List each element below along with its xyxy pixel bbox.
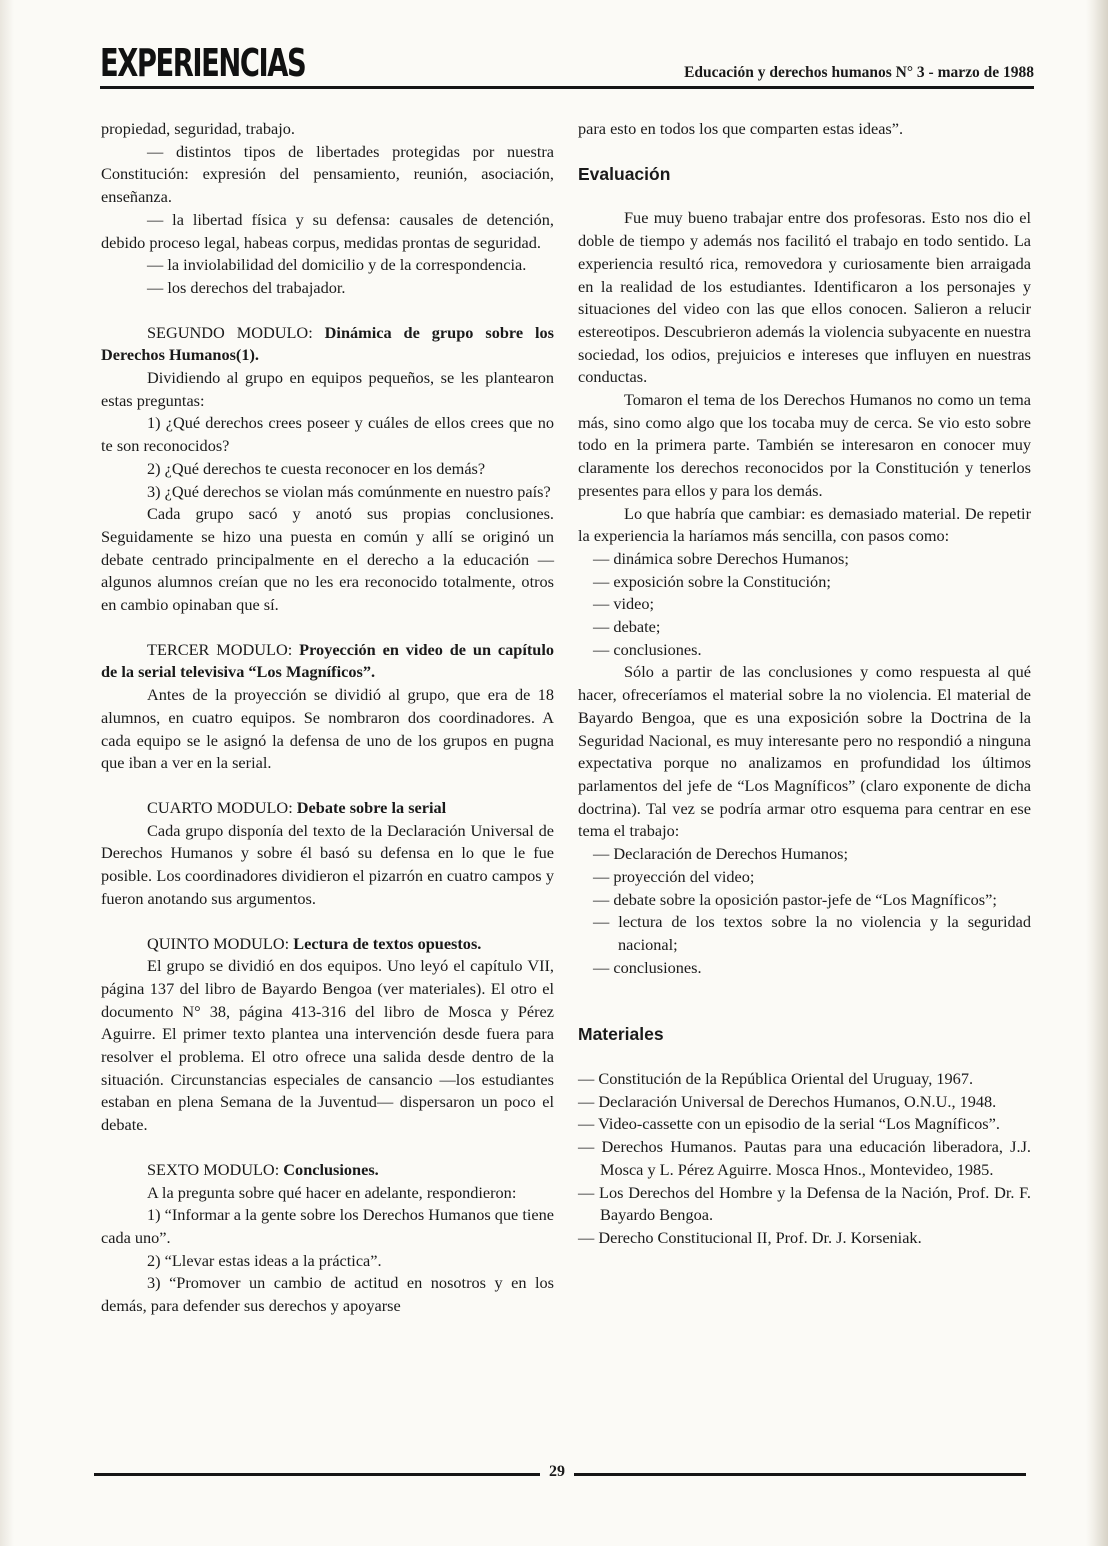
answer: 2) “Llevar estas ideas a la práctica”. bbox=[147, 1250, 382, 1270]
paragraph: Fue muy bueno trabajar entre dos profesoras. Esto nos dio el doble de tiempo y además nos facilitó el trabajo en todo sentido. La experiencia resultó rica, removedora y curiosamente bien arraigada en la realidad de los estudiantes. Identificaron a los personajes y situaciones del video con las que ellos conocen. Salieron a relucir estereotipos. Descubrieron además la violencia subyacente en nuestra sociedad, los odios, prejuicios e intereses que influyen en nuestras conductas. bbox=[578, 208, 1031, 387]
list-item: — proyección del video; bbox=[593, 866, 755, 886]
page-edge-right bbox=[1086, 0, 1108, 1546]
answer: 1) “Informar a la gente sobre los Derechos Humanos que tiene cada uno”. bbox=[101, 1205, 554, 1247]
list-item: — Declaración de Derechos Humanos; bbox=[593, 844, 848, 864]
list-item: — video; bbox=[593, 594, 655, 614]
list-item: — conclusiones. bbox=[593, 957, 702, 977]
list-item: — exposición sobre la Constitución; bbox=[593, 571, 831, 591]
paragraph: para esto en todos los que comparten estas ideas”. bbox=[578, 119, 904, 138]
spacer bbox=[578, 979, 1031, 1001]
module-title: Debate sobre la serial bbox=[296, 797, 447, 817]
module-label: QUINTO MODULO: bbox=[147, 933, 294, 953]
spacer bbox=[578, 1001, 1031, 1023]
material-item: — Constitución de la República Oriental del Uruguay, 1967. bbox=[578, 1069, 974, 1089]
right-column bbox=[578, 118, 1031, 1250]
module-title: Conclusiones. bbox=[283, 1159, 379, 1179]
module-title: Dinámica de grupo sobre los Derechos Humanos(1). bbox=[101, 322, 554, 365]
material-item: — Derechos Humanos. Pautas para una educación liberadora, J.J. Mosca y L. Pérez Aguirre. Mosca Hnos., Montevideo, 1985. bbox=[578, 1137, 1031, 1179]
spacer bbox=[101, 617, 554, 639]
spacer bbox=[101, 1137, 554, 1159]
issue-line: Educación y derechos humanos N° 3 - marzo de 1988 bbox=[684, 64, 1034, 81]
module-title: Proyección en video de un capítulo de la serial televisiva “Los Magníficos”. bbox=[101, 639, 554, 682]
spacer bbox=[101, 911, 554, 933]
list-item: — conclusiones. bbox=[593, 639, 702, 659]
page-edge-left bbox=[0, 0, 14, 1546]
module-heading bbox=[101, 1159, 554, 1182]
material-item: — Los Derechos del Hombre y la Defensa de la Nación, Prof. Dr. F. Bayardo Bengoa. bbox=[578, 1182, 1031, 1225]
list-item: — debate sobre la oposición pastor-jefe de “Los Magníficos”; bbox=[593, 889, 997, 909]
paragraph: A la pregunta sobre qué hacer en adelante, respondieron: bbox=[147, 1182, 517, 1202]
module-label: SEXTO MODULO: bbox=[147, 1159, 284, 1179]
paragraph: Cada grupo sacó y anotó sus propias conclusiones. Seguidamente se hizo una puesta en común y allí se originó un debate centrado principalmente en el derecho a la educación —algunos alumnos creían que no les era reconocido totalmente, otros en cambio opinaban que sí. bbox=[101, 504, 554, 615]
module-heading bbox=[101, 322, 554, 367]
paragraph: Lo que habría que cambiar: es demasiado material. De repetir la experiencia la haríamos más sencilla, con pasos como: bbox=[578, 503, 1031, 546]
list-item: — debate; bbox=[593, 617, 661, 637]
module-label: TERCER MODULO: bbox=[147, 639, 300, 659]
question: 1) ¿Qué derechos crees poseer y cuáles de ellos crees que no te son reconocidos? bbox=[101, 413, 554, 456]
module-label: CUARTO MODULO: bbox=[147, 797, 297, 817]
section-title-materiales: Materiales bbox=[578, 1024, 664, 1045]
module-heading bbox=[101, 797, 554, 820]
page-number: 29 bbox=[549, 1463, 565, 1480]
paragraph: Tomaron el tema de los Derechos Humanos no como un tema más, sino como algo que los tocaba muy de cerca. Se vio esto sobre todo en la primera parte. También se interesaron en conocer muy claramente los derechos reconocidos por la Constitución y tenerlos presentes para ellos y para los demás. bbox=[578, 390, 1031, 500]
list-item: — lectura de los textos sobre la no violencia y la seguridad nacional; bbox=[593, 912, 1031, 954]
question: 2) ¿Qué derechos te cuesta reconocer en los demás? bbox=[147, 458, 486, 478]
module-heading bbox=[101, 639, 554, 684]
answer: 3) “Promover un cambio de actitud en nosotros y en los demás, para defender sus derechos y apoyarse bbox=[101, 1273, 554, 1316]
paragraph: Dividiendo al grupo en equipos pequeños, se les plantearon estas preguntas: bbox=[101, 368, 554, 410]
paragraph: — los derechos del trabajador. bbox=[147, 277, 346, 297]
question: 3) ¿Qué derechos se violan más comúnmente en nuestro país? bbox=[147, 481, 551, 501]
footer-rule-right bbox=[574, 1473, 1026, 1476]
left-column bbox=[101, 118, 554, 1318]
spacer bbox=[578, 1046, 1031, 1068]
paragraph: El grupo se dividió en dos equipos. Uno leyó el capítulo VII, página 137 del libro de Bayardo Bengoa (ver materiales). El otro el documento N° 38, página 413-316 del libro de Mosca y Pérez Aguirre. El primer texto plantea una intervención desde fuera para resolver el problema. El otro ofrece una salida desde dentro de la situación. Circunstancias especiales de cansancio —los estudiantes estaban en plena Semana de la Juventud— dispersaron un poco el debate. bbox=[101, 956, 554, 1135]
spacer bbox=[101, 775, 554, 797]
footer-rule-left bbox=[94, 1473, 540, 1476]
paragraph: Antes de la proyección se dividió al grupo, que era de 18 alumnos, en cuatro equipos. Se nombraron dos coordinadores. A cada equipo se le asignó la defensa de uno de los grupos en pugna que iban a ver en la serial. bbox=[101, 685, 554, 773]
paragraph: Sólo a partir de las conclusiones y como respuesta al qué hacer, ofreceríamos el material sobre la no violencia. El material de Bayardo Bengoa, que es una exposición sobre la Doctrina de la Seguridad Nacional, es muy interesante pero no respondió a ninguna expectativa porque no analizamos en profundidad los últimos parlamentos del jefe de “Los Magníficos” (claro exponente de dicha doctrina). Tal vez se podría armar otro esquema para centrar en ese tema el trabajo: bbox=[578, 662, 1031, 841]
brand-logo: EXPERIENCIAS bbox=[100, 41, 306, 85]
spacer bbox=[101, 300, 554, 322]
spacer bbox=[578, 141, 1031, 163]
module-heading bbox=[101, 933, 554, 956]
paragraph: — distintos tipos de libertades protegidas por nuestra Constitución: expresión del pensamiento, reunión, asociación, enseñanza. bbox=[101, 141, 554, 207]
paragraph: — la libertad física y su defensa: causales de detención, debido proceso legal, habeas corpus, medidas prontas de seguridad. bbox=[101, 209, 554, 252]
module-title: Lectura de textos opuestos. bbox=[293, 933, 482, 953]
module-label: SEGUNDO MODULO: bbox=[147, 322, 325, 342]
paragraph: — la inviolabilidad del domicilio y de la correspondencia. bbox=[147, 255, 527, 275]
header-rule bbox=[100, 86, 1034, 89]
material-item: — Derecho Constitucional II, Prof. Dr. J. Korseniak. bbox=[578, 1227, 922, 1247]
list-item: — dinámica sobre Derechos Humanos; bbox=[593, 548, 849, 568]
material-item: — Video-cassette con un episodio de la serial “Los Magníficos”. bbox=[578, 1114, 1000, 1134]
spacer bbox=[578, 185, 1031, 207]
section-title-evaluacion: Evaluación bbox=[578, 163, 671, 184]
material-item: — Declaración Universal de Derechos Humanos, O.N.U., 1948. bbox=[578, 1091, 997, 1111]
paragraph: Cada grupo disponía del texto de la Declaración Universal de Derechos Humanos y sobre él basó su defensa en lo que le fue posible. Los coordinadores dividieron el pizarrón en cuatro campos y fueron anotando sus argumentos. bbox=[101, 820, 554, 908]
paragraph: propiedad, seguridad, trabajo. bbox=[101, 119, 295, 138]
